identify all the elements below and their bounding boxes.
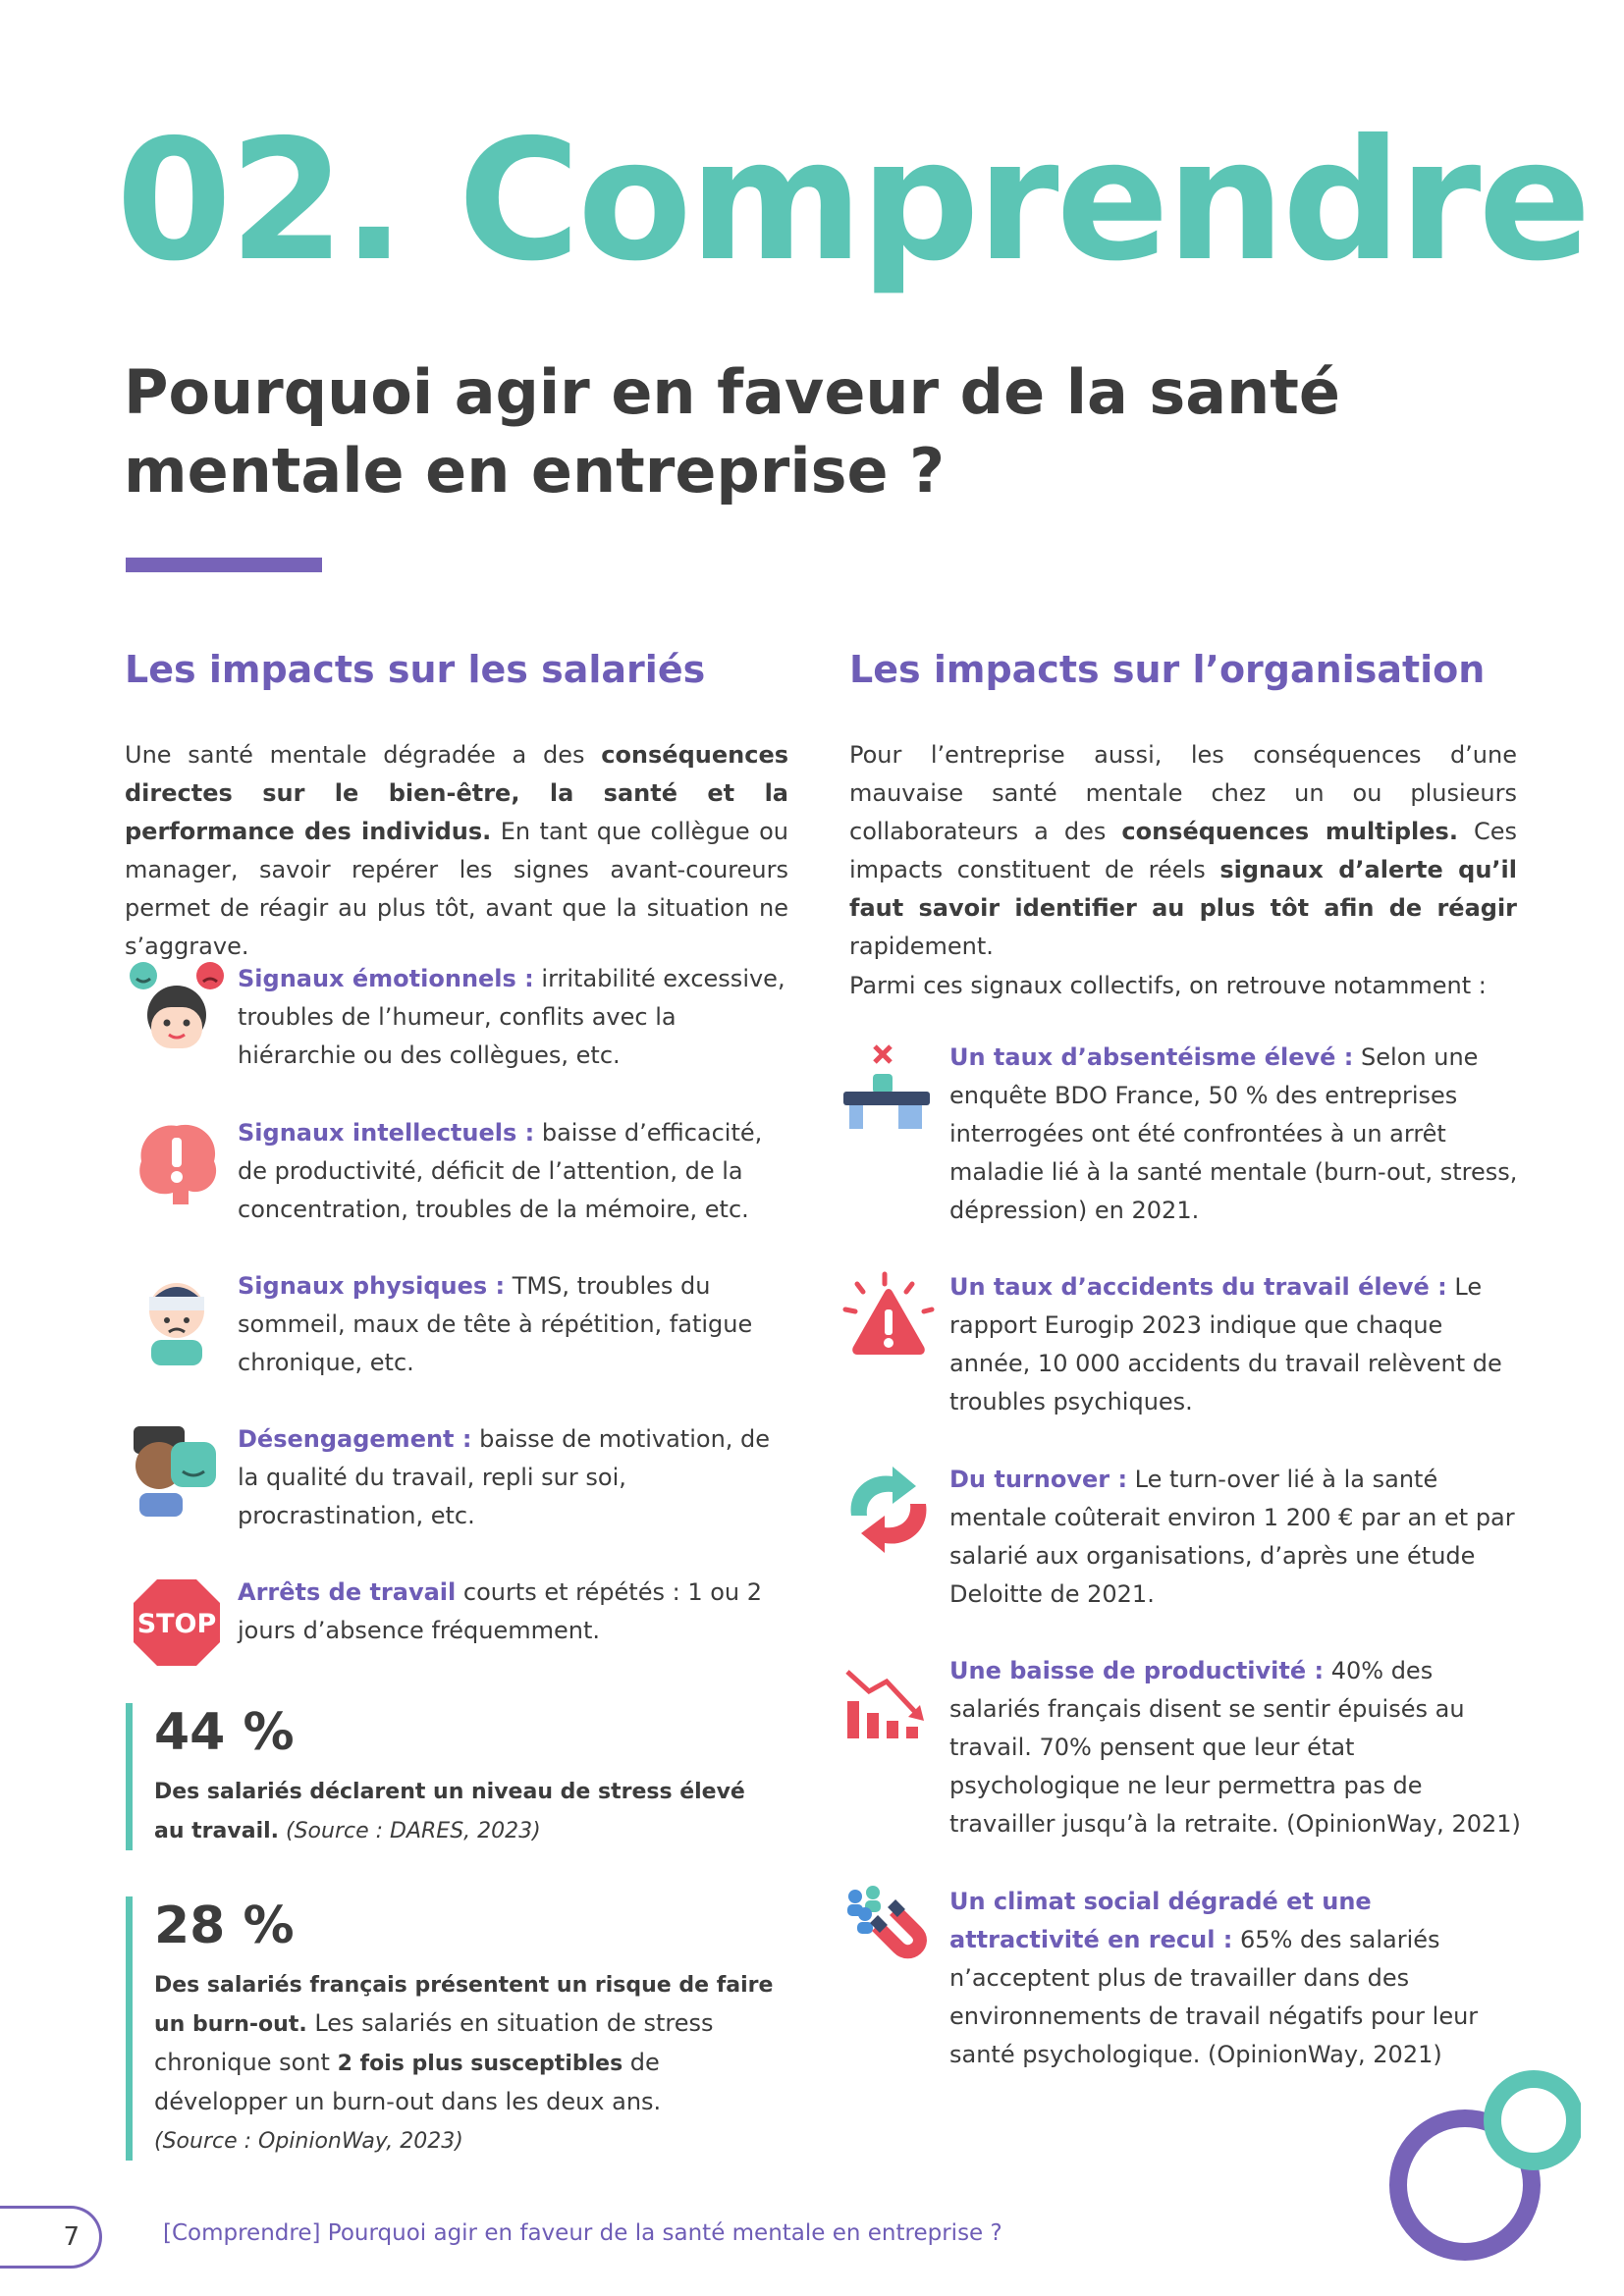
right-intro-bold-2: signaux d’alerte qu’il faut savoir identifier au plus tôt afin de réagir — [849, 856, 1517, 922]
stat-source: (Source : DARES, 2023) — [279, 1819, 541, 1843]
item-desc: irritabilité excessive, troubles de l’humeur, conflits avec la hiérarchie ou des collègues, etc. — [238, 965, 785, 1069]
right-intro-text-1: Pour l’entreprise aussi, les conséquences d’une mauvaise santé mentale chez un ou plusieurs collaborateurs a des — [849, 741, 1517, 845]
item-label: Un taux d’absentéisme élevé : — [949, 1043, 1354, 1071]
list-item — [839, 1883, 1522, 2074]
item-label: Signaux physiques : — [238, 1272, 506, 1300]
item-label: Du turnover : — [949, 1466, 1128, 1493]
stat-bold: Des salariés déclarent un niveau de stress élevé au travail. — [154, 1780, 745, 1843]
list-item — [839, 1039, 1522, 1230]
item-desc: Le rapport Eurogip 2023 indique que chaque année, 10 000 accidents du travail relèvent de troubles psychiques. — [949, 1273, 1502, 1415]
list-item — [128, 1114, 785, 1229]
item-label: Désengagement : — [238, 1425, 472, 1453]
turnover-arrows-icon — [839, 1461, 938, 1559]
page-subtitle — [124, 353, 1400, 510]
right-intro-text-3: rapidement. — [849, 933, 994, 960]
empty-desk-icon — [839, 1039, 938, 1137]
item-desc: TMS, troubles du sommeil, maux de tête à répétition, fatigue chronique, etc. — [238, 1272, 753, 1376]
left-heading: Les impacts sur les salariés — [125, 648, 706, 691]
item-label: Un taux d’accidents du travail élevé : — [949, 1273, 1447, 1301]
stat-block — [126, 1896, 783, 2161]
stat-block — [126, 1703, 783, 1850]
footer-title: [Comprendre] Pourquoi agir en faveur de la santé mentale en entreprise ? — [163, 2220, 1002, 2246]
item-label: Une baisse de productivité : — [949, 1657, 1325, 1684]
stat-text-2: de développer un burn-out dans les deux ans. — [154, 2049, 662, 2115]
decorative-rings — [1384, 2061, 1581, 2296]
stat-bold-2: 2 fois plus susceptibles — [337, 2052, 623, 2076]
right-heading: Les impacts sur l’organisation — [849, 648, 1486, 691]
left-intro-text-1: Une santé mentale dégradée a des — [125, 741, 602, 769]
item-desc: Selon une enquête BDO France, 50 % des entreprises interrogées ont été confrontées à un arrêt maladie lié à la santé mentale (burn-out, stress, dépression) en 2021. — [949, 1043, 1518, 1224]
emotions-icon — [128, 960, 226, 1058]
accent-divider — [126, 558, 322, 572]
item-label: Un climat social dégradé et une attractivité en recul : — [949, 1888, 1372, 1953]
item-desc: 65% des salariés n’acceptent plus de travailler dans des environnements de travail négatifs pour leur santé psychologique. (OpinionWay, 2021) — [949, 1926, 1479, 2068]
warning-alert-icon — [839, 1268, 938, 1366]
left-intro-bold: conséquences directes sur le bien-être, la santé et la performance des individus. — [125, 741, 788, 845]
list-item-text — [238, 1420, 785, 1535]
item-desc: 40% des salariés français disent se sentir épuisés au travail. 70% pensent que leur état psychologique ne leur permettra pas de travailler jusqu’à la retraite. (OpinionWay, 2021) — [949, 1657, 1521, 1838]
list-item — [839, 1461, 1522, 1614]
subtitle-line-1: Pourquoi agir en faveur de la santé — [124, 356, 1340, 428]
stop-sign-text: STOP — [136, 1609, 217, 1639]
list-item — [128, 960, 785, 1075]
page-title: 02. Comprendre — [116, 104, 1589, 298]
list-item-text — [949, 1268, 1522, 1421]
item-label: Signaux intellectuels : — [238, 1119, 535, 1147]
list-item-text — [949, 1039, 1522, 1230]
magnet-people-icon — [839, 1883, 938, 1981]
list-item-text — [949, 1652, 1522, 1843]
item-label: Signaux émotionnels : — [238, 965, 534, 992]
stat-bold: Des salariés français présentent un risque de faire un burn-out. — [154, 1973, 774, 2037]
injured-person-icon — [128, 1267, 226, 1365]
right-intro — [849, 736, 1517, 966]
right-intro-text-2: Ces impacts constituent de réels — [849, 818, 1517, 883]
list-item-text — [238, 1574, 785, 1672]
mask-person-icon — [128, 1420, 226, 1519]
stat-number: 28 % — [154, 1896, 295, 1955]
stat-text-1: Les salariés en situation de stress chronique sont — [154, 2009, 714, 2076]
left-intro-text-2: En tant que collègue ou manager, savoir repérer les signes avant-coureurs permet de réagir au plus tôt, avant que la situation ne s’aggrave. — [125, 818, 789, 960]
subtitle-line-2: mentale en entreprise ? — [124, 435, 946, 507]
stop-sign-icon — [128, 1574, 226, 1672]
stat-description — [154, 1965, 783, 2161]
brain-alert-icon — [128, 1114, 226, 1212]
item-label: Arrêts de travail — [238, 1578, 457, 1606]
right-lead: Parmi ces signaux collectifs, on retrouve notamment : — [849, 972, 1487, 999]
left-intro — [125, 736, 788, 966]
list-item-text — [949, 1883, 1522, 2074]
teal-ring — [1492, 2079, 1575, 2162]
item-desc: baisse de motivation, de la qualité du travail, repli sur soi, procrastination, etc. — [238, 1425, 771, 1529]
declining-chart-icon — [839, 1652, 938, 1750]
stat-description — [154, 1772, 783, 1850]
list-item — [128, 1267, 785, 1382]
list-item-text — [238, 960, 785, 1075]
list-item-text — [238, 1267, 785, 1382]
item-desc: courts et répétés : 1 ou 2 jours d’absence fréquemment. — [238, 1578, 763, 1644]
right-intro-bold-1: conséquences multiples. — [1121, 818, 1458, 845]
list-item — [128, 1420, 785, 1535]
page-number-tab — [0, 2206, 102, 2269]
page-number: 7 — [63, 2222, 80, 2252]
item-desc: Le turn-over lié à la santé mentale coûterait environ 1 200 € par an et par salarié aux organisations, d’après une étude Deloitte de 2021. — [949, 1466, 1515, 1608]
list-item — [839, 1268, 1522, 1421]
list-item — [128, 1574, 785, 1672]
list-item-text — [238, 1114, 785, 1229]
stat-source: (Source : OpinionWay, 2023) — [154, 2129, 463, 2154]
list-item-text — [949, 1461, 1522, 1614]
list-item — [839, 1652, 1522, 1843]
stat-number: 44 % — [154, 1703, 295, 1762]
item-desc: baisse d’efficacité, de productivité, déficit de l’attention, de la concentration, troubles de la mémoire, etc. — [238, 1119, 763, 1223]
